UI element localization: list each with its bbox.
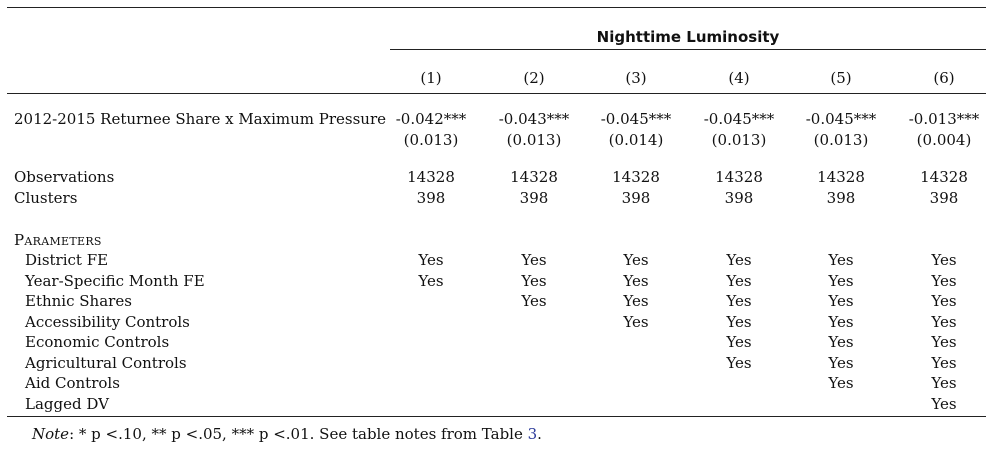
column-header: (5) — [830, 69, 852, 87]
parameter-cell: Yes — [726, 333, 752, 351]
table-reference-link[interactable]: 3 — [527, 425, 538, 443]
std-error-cell: (0.013) — [506, 131, 562, 149]
parameter-label: Economic Controls — [25, 333, 170, 351]
parameter-label: Ethnic Shares — [25, 292, 132, 310]
parameter-label: Lagged DV — [25, 395, 109, 413]
stat-cell: 14328 — [407, 168, 455, 186]
parameter-cell: Yes — [828, 374, 854, 392]
parameter-cell: Yes — [521, 292, 547, 310]
column-header: (2) — [523, 69, 545, 87]
parameter-cell: Yes — [521, 251, 547, 269]
parameter-cell: Yes — [931, 374, 957, 392]
parameters-header: Parameters — [14, 231, 102, 249]
parameter-cell: Yes — [521, 272, 547, 290]
parameter-label: District FE — [25, 251, 109, 269]
parameter-cell: Yes — [726, 272, 752, 290]
parameter-label: Agricultural Controls — [25, 354, 187, 372]
parameter-cell: Yes — [931, 395, 957, 413]
parameter-label: Accessibility Controls — [25, 313, 190, 331]
std-error-cell: (0.013) — [711, 131, 767, 149]
column-header: (1) — [420, 69, 442, 87]
stat-cell: 398 — [621, 189, 651, 207]
coefficient-cell: -0.042*** — [395, 110, 467, 128]
stat-cell: 398 — [416, 189, 446, 207]
parameter-cell: Yes — [931, 292, 957, 310]
std-error-cell: (0.013) — [813, 131, 869, 149]
stat-cell: 398 — [519, 189, 549, 207]
stat-cell: 14328 — [612, 168, 660, 186]
parameter-cell: Yes — [726, 292, 752, 310]
parameter-cell: Yes — [931, 251, 957, 269]
header-rule — [7, 93, 986, 94]
parameter-label: Aid Controls — [25, 374, 120, 392]
column-header: (6) — [933, 69, 955, 87]
coefficient-cell: -0.043*** — [498, 110, 570, 128]
coefficient-cell: -0.045*** — [703, 110, 775, 128]
std-error-cell: (0.013) — [403, 131, 459, 149]
parameter-cell: Yes — [726, 354, 752, 372]
main-row-label: 2012-2015 Returnee Share x Maximum Pressure — [14, 110, 386, 128]
parameter-cell: Yes — [828, 251, 854, 269]
stat-cell: 398 — [724, 189, 754, 207]
parameter-cell: Yes — [726, 313, 752, 331]
stat-cell: 398 — [826, 189, 856, 207]
parameter-cell: Yes — [828, 313, 854, 331]
coefficient-cell: -0.045*** — [805, 110, 877, 128]
parameter-cell: Yes — [931, 333, 957, 351]
parameter-cell: Yes — [931, 354, 957, 372]
stat-cell: 14328 — [817, 168, 865, 186]
table-note — [32, 425, 542, 443]
note-label: Note — [32, 425, 70, 443]
parameter-cell: Yes — [726, 251, 752, 269]
stat-cell: 14328 — [510, 168, 558, 186]
std-error-cell: (0.014) — [608, 131, 664, 149]
column-header: (4) — [728, 69, 750, 87]
stat-cell: 14328 — [715, 168, 763, 186]
parameter-cell: Yes — [623, 251, 649, 269]
parameter-cell: Yes — [623, 292, 649, 310]
parameter-cell: Yes — [418, 251, 444, 269]
column-header: (3) — [625, 69, 647, 87]
parameter-cell: Yes — [828, 292, 854, 310]
parameter-cell: Yes — [931, 272, 957, 290]
note-text: : * p <.10, ** p <.05, *** p <.01. See table notes from Table — [69, 425, 528, 443]
top-rule — [7, 7, 986, 8]
parameter-cell: Yes — [828, 333, 854, 351]
parameter-cell: Yes — [828, 272, 854, 290]
bottom-rule — [7, 416, 986, 417]
stat-label: Clusters — [14, 189, 78, 207]
coefficient-cell: -0.013*** — [908, 110, 980, 128]
coefficient-cell: -0.045*** — [600, 110, 672, 128]
parameter-cell: Yes — [623, 272, 649, 290]
group-header: Nighttime Luminosity — [596, 28, 780, 46]
std-error-cell: (0.004) — [916, 131, 972, 149]
parameter-cell: Yes — [931, 313, 957, 331]
parameter-cell: Yes — [623, 313, 649, 331]
parameter-cell: Yes — [828, 354, 854, 372]
stat-cell: 398 — [929, 189, 959, 207]
stat-label: Observations — [14, 168, 115, 186]
parameter-cell: Yes — [418, 272, 444, 290]
group-underline — [390, 49, 986, 50]
stat-cell: 14328 — [920, 168, 968, 186]
parameter-label: Year-Specific Month FE — [25, 272, 205, 290]
note-end: . — [537, 425, 542, 443]
